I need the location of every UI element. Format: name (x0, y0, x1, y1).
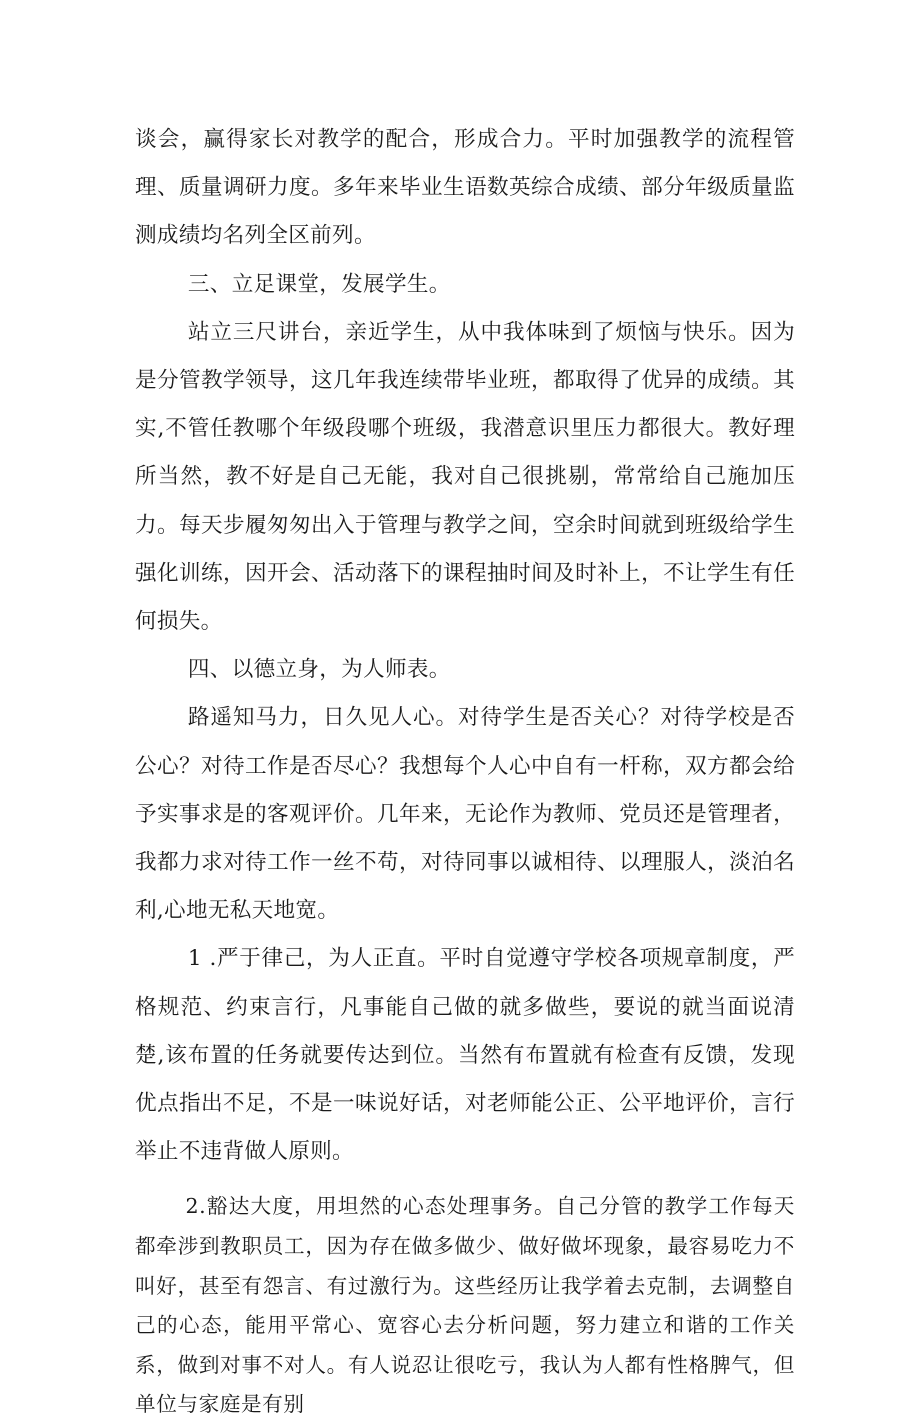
section-heading-4: 四、以德立身，为人师表。 (187, 657, 451, 683)
body-paragraph-3: 路遥知马力，日久见人心。对待学生是否关心？对待学校是否公心？对待工作是否尽心？我想每个人心中自有一杆称，双方都会给予实事求是的客观评价。几年来，无论作为教师、党员还是管理者，我都力求对待工作一丝不苟，对待同事以诚相待、以理服人，淡泊名利,心地无私天地宽。 (135, 705, 795, 924)
body-paragraph-2: 站立三尺讲台，亲近学生，从中我体味到了烦恼与快乐。因为是分管教学领导，这几年我连续带毕业班，都取得了优异的成绩。其实,不管任教哪个年级段哪个班级，我潜意识里压力都很大。教好理所当然，教不好是自己无能，我对自己很挑剔，常常给自己施加压力。每天步履匆匆出入于管理与教学之间，空余时间就到班级给学生强化训练，因开会、活动落下的课程抽时间及时补上，不让学生有任何损失。 (135, 319, 795, 635)
document-page (135, 116, 795, 1425)
list-item-2: 2.豁达大度，用坦然的心态处理事务。自己分管的教学工作每天都牵涉到教职员工，因为存在做多做少、做好做坏现象，最容易吃力不叫好，甚至有怨言、有过激行为。这些经历让我学着去克制，去调整自己的心态，能用平常心、宽容心去分析问题，努力建立和谐的工作关系，做到对事不对人。有人说忍让很吃亏，我认为人都有性格脾气，但单位与家庭是有别 (135, 1194, 795, 1417)
list-item-1: 1 .严于律己，为人正直。平时自觉遵守学校各项规章制度，严格规范、约束言行，凡事能自己做的就多做些，要说的就当面说清楚,该布置的任务就要传达到位。当然有布置就有检查有反馈，发现优点指出不足，不是一味说好话，对老师能公正、公平地评价，言行举止不违背做人原则。 (135, 946, 795, 1165)
body-paragraph-1: 谈会，赢得家长对教学的配合，形成合力。平时加强教学的流程管理、质量调研力度。多年来毕业生语数英综合成绩、部分年级质量监测成绩均名列全区前列。 (135, 127, 795, 249)
section-heading-3: 三、立足课堂，发展学生。 (187, 271, 451, 297)
